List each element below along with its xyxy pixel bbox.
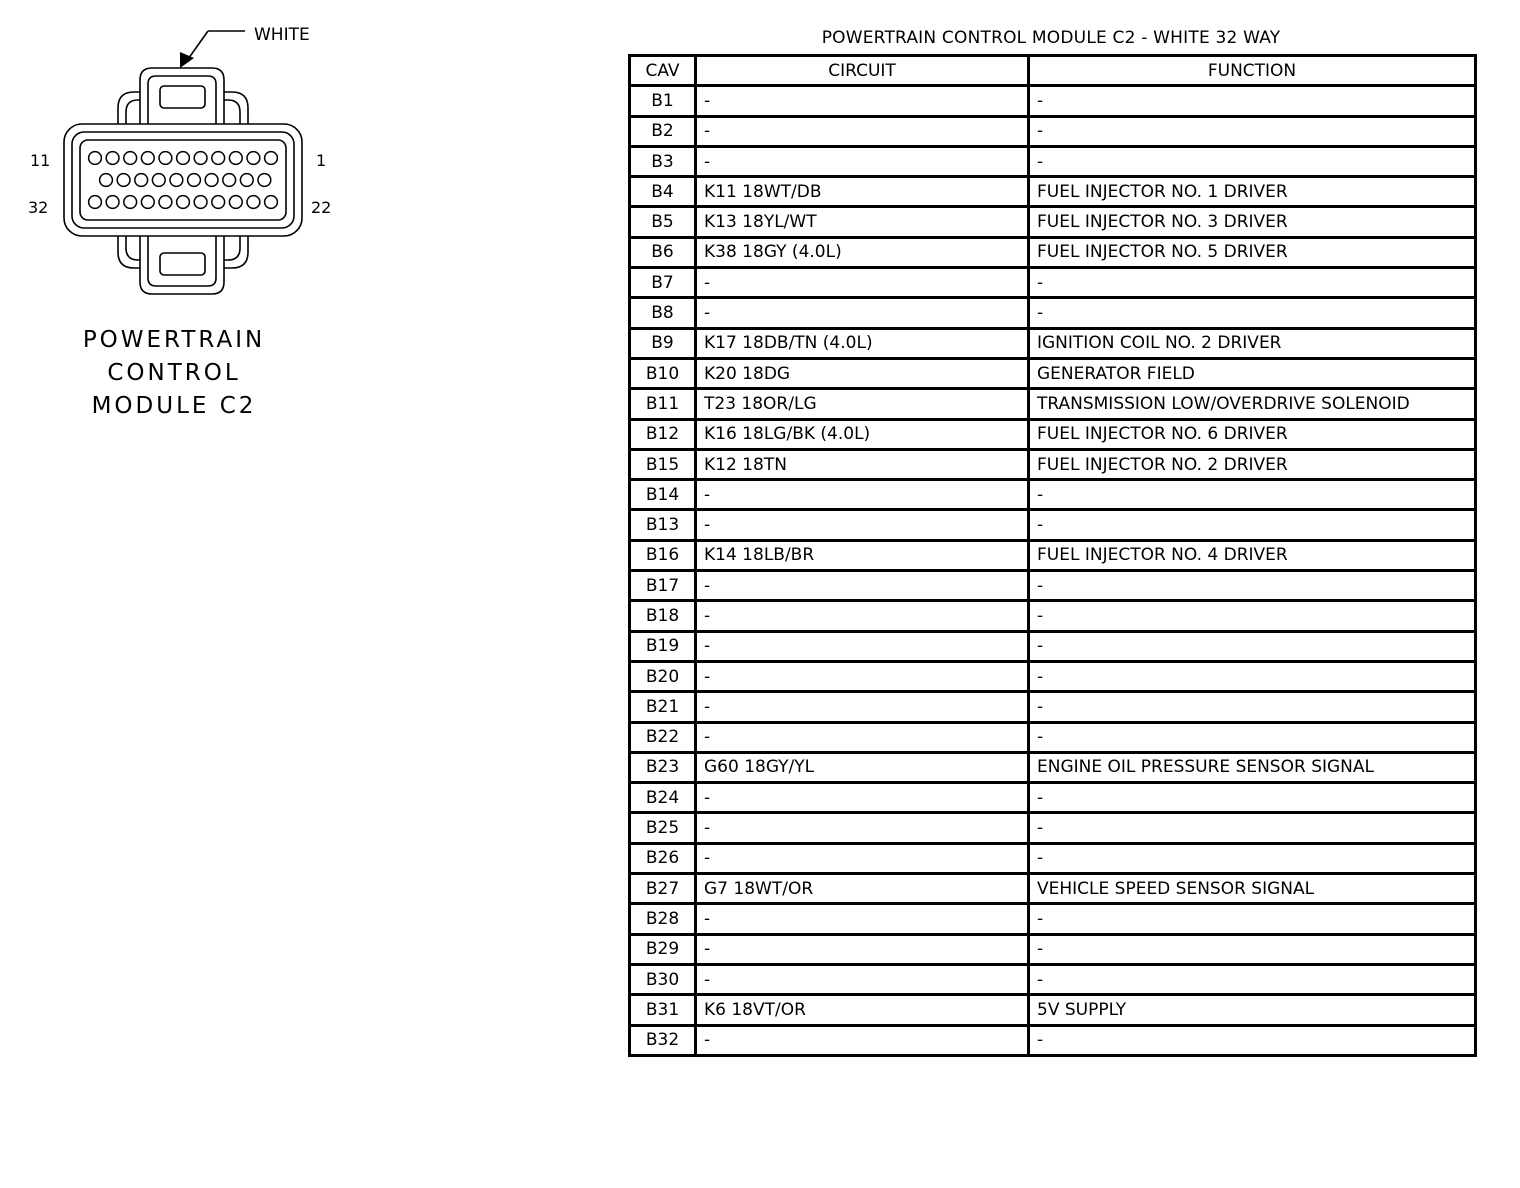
function-cell: - bbox=[1029, 783, 1476, 813]
function-cell: ENGINE OIL PRESSURE SENSOR SIGNAL bbox=[1029, 752, 1476, 782]
cav-cell: B16 bbox=[630, 540, 696, 570]
connector-title-line: MODULE C2 bbox=[91, 393, 257, 419]
table-row bbox=[630, 177, 1476, 207]
function-cell: - bbox=[1029, 146, 1476, 176]
cav-cell: B19 bbox=[630, 631, 696, 661]
connector-title-line: CONTROL bbox=[107, 360, 241, 386]
table-row bbox=[630, 419, 1476, 449]
cav-cell: B14 bbox=[630, 480, 696, 510]
function-cell: - bbox=[1029, 298, 1476, 328]
cav-cell: B30 bbox=[630, 964, 696, 994]
table-row bbox=[630, 995, 1476, 1025]
circuit-cell: - bbox=[696, 813, 1029, 843]
function-cell: - bbox=[1029, 934, 1476, 964]
connector-title-line: POWERTRAIN bbox=[82, 327, 266, 353]
cav-cell: B11 bbox=[630, 389, 696, 419]
table-row bbox=[630, 874, 1476, 904]
circuit-cell: - bbox=[696, 571, 1029, 601]
table-row bbox=[630, 752, 1476, 782]
pin-label-11: 11 bbox=[30, 151, 51, 170]
table-row bbox=[630, 328, 1476, 358]
cav-cell: B6 bbox=[630, 237, 696, 267]
circuit-cell: - bbox=[696, 480, 1029, 510]
table-row bbox=[630, 813, 1476, 843]
table-row bbox=[630, 146, 1476, 176]
circuit-cell: T23 18OR/LG bbox=[696, 389, 1029, 419]
circuit-cell: K13 18YL/WT bbox=[696, 207, 1029, 237]
circuit-cell: - bbox=[696, 86, 1029, 116]
table-row bbox=[630, 843, 1476, 873]
circuit-cell: - bbox=[696, 116, 1029, 146]
color-label: WHITE bbox=[254, 25, 310, 45]
cav-cell: B20 bbox=[630, 661, 696, 691]
circuit-cell: - bbox=[696, 904, 1029, 934]
circuit-cell: - bbox=[696, 510, 1029, 540]
table-row bbox=[630, 904, 1476, 934]
table-row bbox=[630, 480, 1476, 510]
cav-cell: B4 bbox=[630, 177, 696, 207]
cav-cell: B29 bbox=[630, 934, 696, 964]
function-cell: - bbox=[1029, 268, 1476, 298]
function-cell: - bbox=[1029, 843, 1476, 873]
cav-cell: B13 bbox=[630, 510, 696, 540]
circuit-cell: K16 18LG/BK (4.0L) bbox=[696, 419, 1029, 449]
table-title: POWERTRAIN CONTROL MODULE C2 - WHITE 32 WAY bbox=[821, 28, 1281, 48]
header-cav: CAV bbox=[630, 56, 696, 86]
function-cell: - bbox=[1029, 904, 1476, 934]
cav-cell: B31 bbox=[630, 995, 696, 1025]
cav-cell: B32 bbox=[630, 1025, 696, 1055]
table-row bbox=[630, 571, 1476, 601]
pinout-table bbox=[628, 54, 1477, 1057]
header-function: FUNCTION bbox=[1029, 56, 1476, 86]
table-row bbox=[630, 268, 1476, 298]
circuit-cell: - bbox=[696, 661, 1029, 691]
connector-title bbox=[60, 324, 288, 423]
cav-cell: B10 bbox=[630, 358, 696, 388]
table-row bbox=[630, 298, 1476, 328]
circuit-cell: G7 18WT/OR bbox=[696, 874, 1029, 904]
table-row bbox=[630, 389, 1476, 419]
circuit-cell: K11 18WT/DB bbox=[696, 177, 1029, 207]
circuit-cell: - bbox=[696, 601, 1029, 631]
circuit-cell: K14 18LB/BR bbox=[696, 540, 1029, 570]
function-cell: - bbox=[1029, 116, 1476, 146]
pin-label-1: 1 bbox=[316, 151, 327, 170]
function-cell: FUEL INJECTOR NO. 5 DRIVER bbox=[1029, 237, 1476, 267]
circuit-cell: K6 18VT/OR bbox=[696, 995, 1029, 1025]
cav-cell: B8 bbox=[630, 298, 696, 328]
circuit-cell: - bbox=[696, 1025, 1029, 1055]
function-cell: - bbox=[1029, 510, 1476, 540]
pin-label-22: 22 bbox=[311, 198, 332, 217]
cav-cell: B9 bbox=[630, 328, 696, 358]
cav-cell: B1 bbox=[630, 86, 696, 116]
table-row bbox=[630, 510, 1476, 540]
function-cell: 5V SUPPLY bbox=[1029, 995, 1476, 1025]
circuit-cell: K20 18DG bbox=[696, 358, 1029, 388]
cav-cell: B2 bbox=[630, 116, 696, 146]
function-cell: - bbox=[1029, 480, 1476, 510]
function-cell: - bbox=[1029, 631, 1476, 661]
circuit-cell: - bbox=[696, 268, 1029, 298]
function-cell: - bbox=[1029, 86, 1476, 116]
table-row bbox=[630, 358, 1476, 388]
table-row bbox=[630, 964, 1476, 994]
table-row bbox=[630, 1025, 1476, 1055]
function-cell: FUEL INJECTOR NO. 3 DRIVER bbox=[1029, 207, 1476, 237]
table-row bbox=[630, 116, 1476, 146]
function-cell: - bbox=[1029, 661, 1476, 691]
circuit-cell: K12 18TN bbox=[696, 449, 1029, 479]
table-row bbox=[630, 783, 1476, 813]
cav-cell: B18 bbox=[630, 601, 696, 631]
function-cell: GENERATOR FIELD bbox=[1029, 358, 1476, 388]
cav-cell: B26 bbox=[630, 843, 696, 873]
function-cell: - bbox=[1029, 813, 1476, 843]
cav-cell: B5 bbox=[630, 207, 696, 237]
cav-cell: B27 bbox=[630, 874, 696, 904]
function-cell: FUEL INJECTOR NO. 4 DRIVER bbox=[1029, 540, 1476, 570]
table-header-row bbox=[630, 56, 1476, 86]
function-cell: - bbox=[1029, 964, 1476, 994]
function-cell: - bbox=[1029, 1025, 1476, 1055]
function-cell: - bbox=[1029, 692, 1476, 722]
cav-cell: B3 bbox=[630, 146, 696, 176]
connector-drawing bbox=[0, 0, 360, 320]
circuit-cell: - bbox=[696, 631, 1029, 661]
table-row bbox=[630, 661, 1476, 691]
function-cell: VEHICLE SPEED SENSOR SIGNAL bbox=[1029, 874, 1476, 904]
table-row bbox=[630, 207, 1476, 237]
circuit-cell: - bbox=[696, 843, 1029, 873]
header-circuit: CIRCUIT bbox=[696, 56, 1029, 86]
function-cell: - bbox=[1029, 601, 1476, 631]
table-row bbox=[630, 631, 1476, 661]
table-row bbox=[630, 540, 1476, 570]
cav-cell: B24 bbox=[630, 783, 696, 813]
table-row bbox=[630, 237, 1476, 267]
cav-cell: B21 bbox=[630, 692, 696, 722]
cav-cell: B22 bbox=[630, 722, 696, 752]
circuit-cell: - bbox=[696, 146, 1029, 176]
cav-cell: B7 bbox=[630, 268, 696, 298]
function-cell: FUEL INJECTOR NO. 2 DRIVER bbox=[1029, 449, 1476, 479]
table-row bbox=[630, 722, 1476, 752]
cav-cell: B23 bbox=[630, 752, 696, 782]
function-cell: TRANSMISSION LOW/OVERDRIVE SOLENOID bbox=[1029, 389, 1476, 419]
cav-cell: B15 bbox=[630, 449, 696, 479]
circuit-cell: K38 18GY (4.0L) bbox=[696, 237, 1029, 267]
function-cell: IGNITION COIL NO. 2 DRIVER bbox=[1029, 328, 1476, 358]
function-cell: - bbox=[1029, 571, 1476, 601]
table-row bbox=[630, 86, 1476, 116]
function-cell: FUEL INJECTOR NO. 6 DRIVER bbox=[1029, 419, 1476, 449]
circuit-cell: - bbox=[696, 934, 1029, 964]
circuit-cell: K17 18DB/TN (4.0L) bbox=[696, 328, 1029, 358]
table-row bbox=[630, 692, 1476, 722]
cav-cell: B25 bbox=[630, 813, 696, 843]
cav-cell: B28 bbox=[630, 904, 696, 934]
table-row bbox=[630, 934, 1476, 964]
circuit-cell: - bbox=[696, 692, 1029, 722]
circuit-cell: - bbox=[696, 783, 1029, 813]
circuit-cell: - bbox=[696, 722, 1029, 752]
circuit-cell: - bbox=[696, 298, 1029, 328]
circuit-cell: G60 18GY/YL bbox=[696, 752, 1029, 782]
cav-cell: B17 bbox=[630, 571, 696, 601]
table-row bbox=[630, 449, 1476, 479]
pin-label-32: 32 bbox=[28, 198, 49, 217]
function-cell: - bbox=[1029, 722, 1476, 752]
circuit-cell: - bbox=[696, 964, 1029, 994]
function-cell: FUEL INJECTOR NO. 1 DRIVER bbox=[1029, 177, 1476, 207]
cav-cell: B12 bbox=[630, 419, 696, 449]
table-row bbox=[630, 601, 1476, 631]
